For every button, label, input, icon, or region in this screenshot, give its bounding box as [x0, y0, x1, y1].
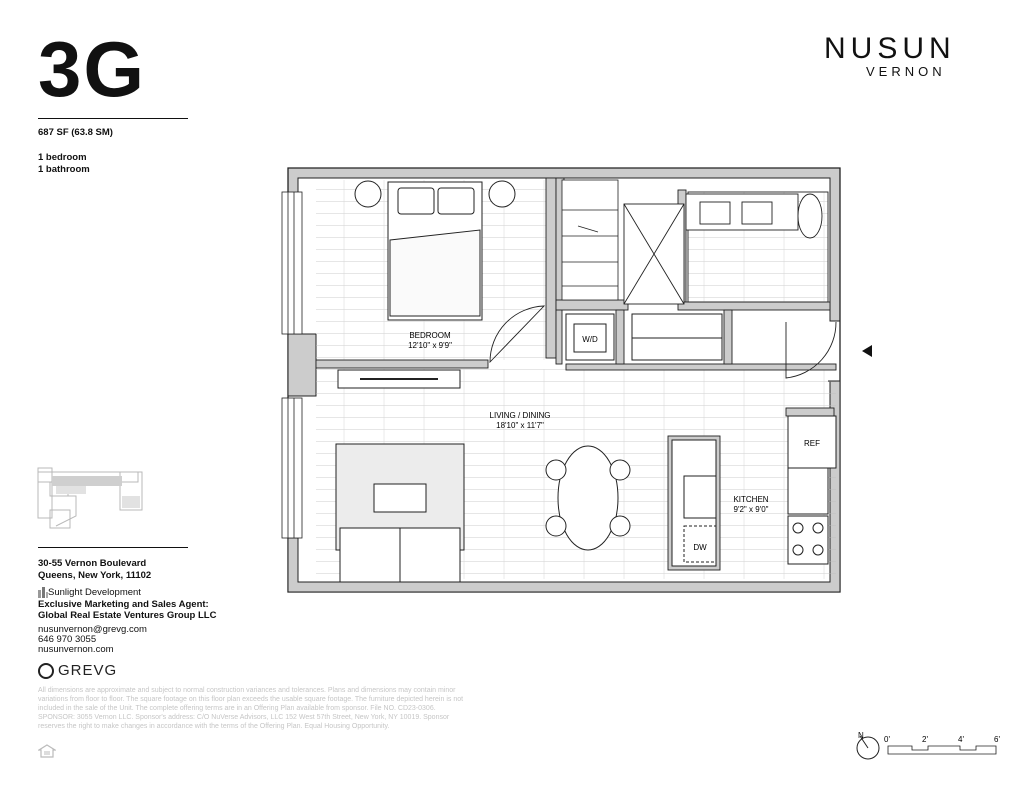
north-label: N	[858, 731, 864, 740]
kitchen-sink	[684, 476, 716, 518]
contact-website[interactable]: nusunvernon.com	[38, 644, 114, 655]
address-line-1: 30-55 Vernon Boulevard	[38, 558, 147, 569]
contact-email[interactable]: nusunvernon@grevg.com	[38, 624, 147, 635]
floor-plan	[280, 166, 850, 598]
equal-housing-icon	[38, 744, 56, 763]
scale-tick-4: 4'	[958, 735, 964, 744]
kitchen-dims: 9'2" x 9'0"	[733, 505, 769, 514]
wd-label: W/D	[582, 335, 598, 344]
ref-label: REF	[804, 439, 820, 448]
sunlight-logo-icon	[38, 585, 48, 597]
contact-phone[interactable]: 646 970 3055	[38, 634, 97, 645]
counter-right	[788, 468, 828, 514]
scale-bar	[880, 730, 1010, 760]
scale-tick-2: 2'	[922, 735, 928, 744]
closet	[562, 180, 618, 300]
unit-area: 687 SF (63.8 SM)	[38, 127, 113, 138]
unit-number: 3G	[38, 25, 147, 113]
bedroom-dims: 12'10" x 9'9"	[408, 341, 452, 350]
agent-line-2: Global Real Estate Ventures Group LLC	[38, 610, 217, 621]
bathroom	[624, 192, 828, 304]
bed	[388, 182, 482, 320]
grevg-logo-text: GREVG	[58, 662, 118, 679]
range	[788, 516, 828, 564]
nightstand-left	[355, 181, 381, 207]
entry-arrow-icon	[860, 344, 874, 358]
coffee-table	[374, 484, 426, 512]
living-dims: 18'10" x 11'7"	[496, 421, 544, 430]
agent-line-1: Exclusive Marketing and Sales Agent:	[38, 599, 209, 610]
header-divider	[38, 118, 188, 119]
developer-name: Sunlight Development	[48, 587, 141, 598]
address-line-2: Queens, New York, 11102	[38, 570, 152, 581]
key-plan-thumbnail	[36, 466, 148, 538]
dining-table	[558, 446, 618, 550]
hall-closet	[632, 314, 722, 360]
brand-logo: NUSUN	[824, 32, 956, 65]
nightstand-right	[489, 181, 515, 207]
dw-label: DW	[693, 543, 707, 552]
bedroom-count: 1 bedroom	[38, 152, 87, 163]
brand-sublogo: VERNON	[866, 64, 946, 79]
legal-disclaimer: All dimensions are approximate and subject to normal construction variances and tolerances. Plans and dimensions may contain minor variations from floor to floor. The square footage on this floor plan exceeds the usable square footage. The furniture depicted herein is not included in the sale of the Unit. The complete offering terms are in an Offering Plan available from sponsor. File NO. CD23-0306. SPONSOR: 3055 Vernon LLC. Sponsor's address: C/O NuVerse Advisors, LLC 152 West 57th Street, New York, NY 10019. Sponsor reserves the right to make changes in accordance with the terms of the Offering Plan. Equal Housing Opportunity.	[38, 687, 464, 730]
grevg-logo	[38, 662, 117, 679]
scale-tick-0: 0'	[884, 735, 890, 744]
kitchen-label: KITCHEN	[733, 495, 769, 504]
grevg-logo-icon	[38, 663, 54, 679]
scale-tick-6: 6'	[994, 735, 1000, 744]
living-label: LIVING / DINING	[489, 411, 551, 420]
address-divider	[38, 547, 188, 548]
bedroom-label: BEDROOM	[409, 331, 451, 340]
bathroom-count: 1 bathroom	[38, 164, 90, 175]
